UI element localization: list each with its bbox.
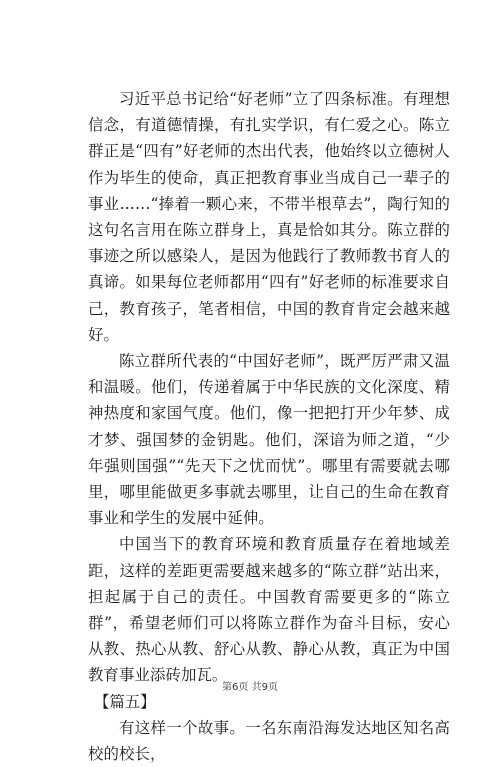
page-footer: 第6页 共9页 [222,682,278,693]
paragraph-education-gap: 中国当下的教育环境和教育质量存在着地域差距，这样的差距更需要越来越多的“陈立群”站出来，担起属于自己的责任。中国教育需要更多的“陈立群”，希望老师们可以将陈立群作为奋斗目标，安心从教、热心从教、舒心从教、静心从教，真正为中国教育事业添砖加瓦。 [88,535,450,685]
paragraph-story: 有这样一个故事。一名东南沿海发达地区知名高校的校长， [88,718,450,764]
document-body [88,86,450,767]
paragraph-four-standards: 习近平总书记给“好老师”立了四条标准。有理想信念，有道德情操，有扎实学识，有仁爱之心。陈立群正是“四有”好老师的杰出代表，他始终以立德树人作为毕生的使命，真正把教育事业当成自己一辈子的事业……“捧着一颗心来，不带半根草去”，陶行知的这句名言用在陈立群身上，真是恰如其分。陈立群的事迹之所以感染人，是因为他践行了教师教书育人的真谛。如果每位老师都用“四有”好老师的标准要求自己，教育孩子，笔者相信，中国的教育肯定会越来越好。 [88,90,450,344]
paragraph-good-teacher: 陈立群所代表的“中国好老师”，既严厉严肃又温和温暖。他们，传递着属于中华民族的文化深度、精神热度和家国气度。他们，像一把把打开少年梦、成才梦、强国梦的金钥匙。他们，深谙为师之道，“少年强则国强”“先天下之忧而忧”。哪里有需要就去哪里，哪里能做更多事就去哪里，让自己的生命在教育事业和学生的发展中延伸。 [88,352,450,528]
section-heading: 【篇五】 [94,692,156,711]
